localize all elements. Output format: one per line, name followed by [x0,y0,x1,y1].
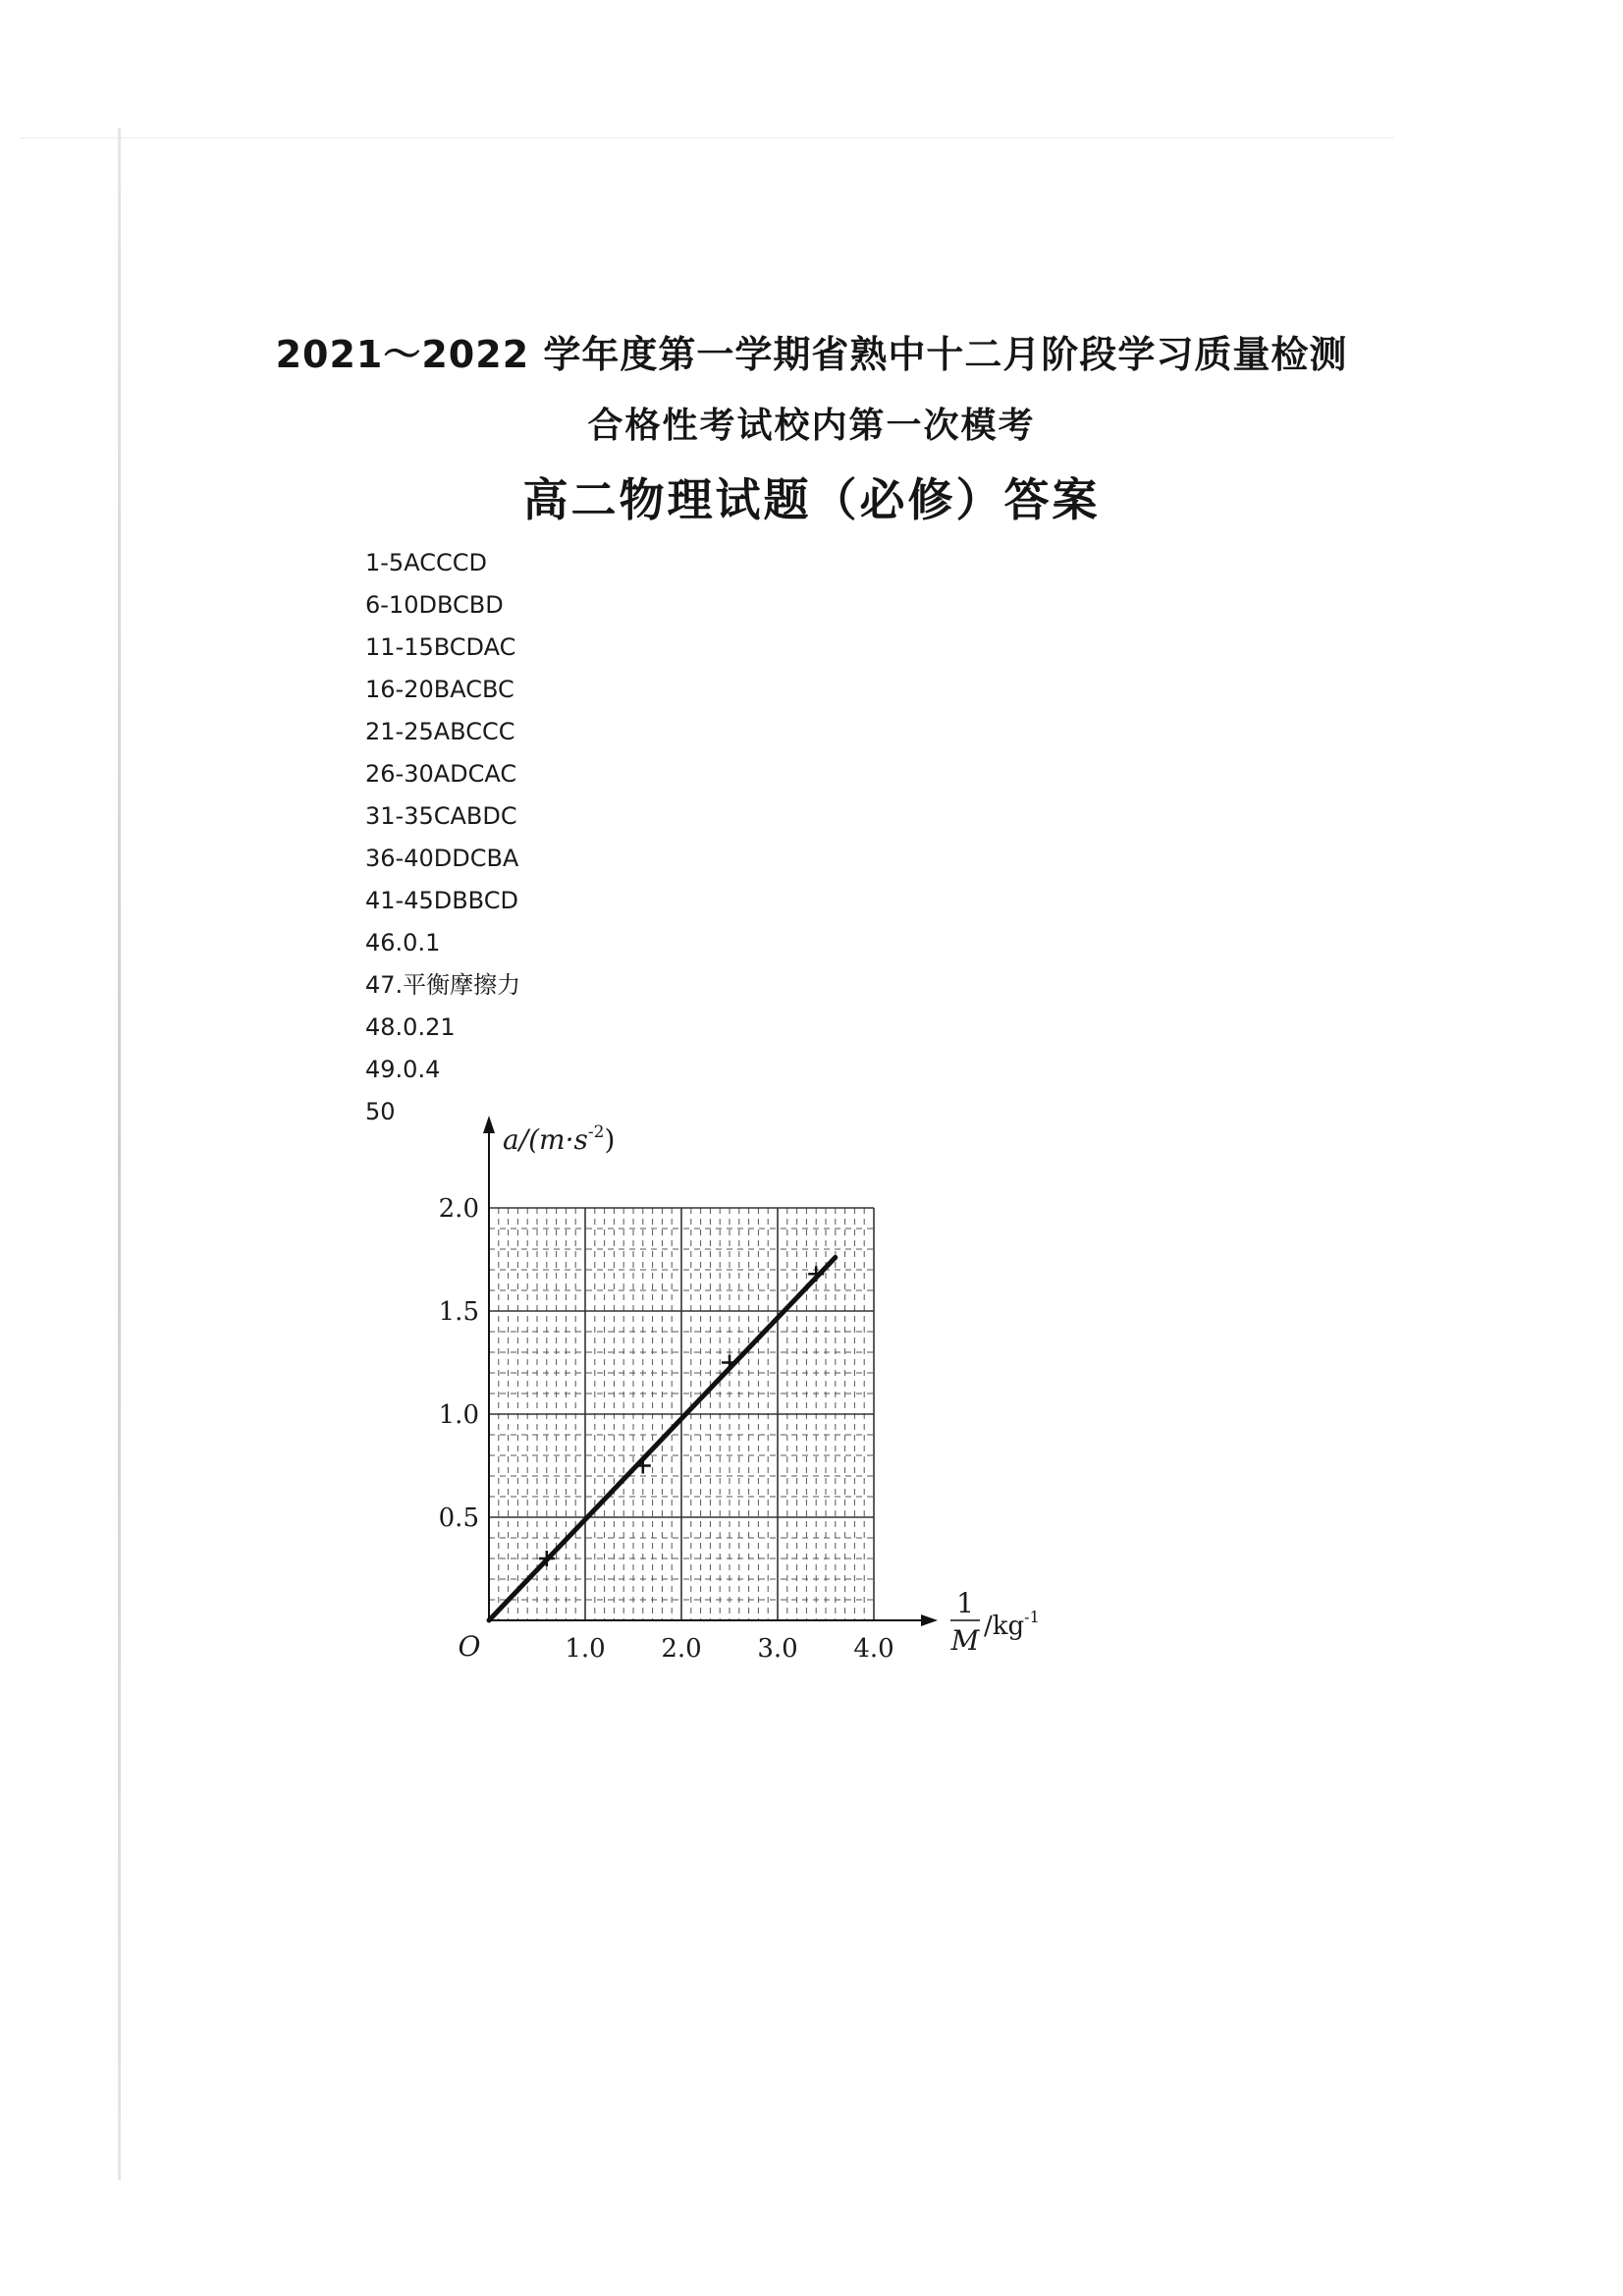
x-tick-label: 1.0 [565,1634,606,1664]
y-tick-label: 0.5 [438,1503,479,1533]
y-axis-label-base: a/(m·s [503,1123,588,1156]
answer-item: 46.0.1 [365,929,441,957]
y-tick-label: 1.0 [438,1400,479,1430]
answer-item: 6-10DBCBD [365,591,504,619]
y-axis-label-exponent: -2 [587,1122,605,1142]
y-tick-label: 1.5 [438,1297,479,1327]
answer-list [365,542,520,1133]
document-title-line-3: 高二物理试题（必修）答案 [522,473,1101,526]
x-tick-label: 4.0 [853,1634,894,1664]
answer-item: 21-25ABCCC [365,718,515,745]
answer-item: 41-45DBBCD [365,887,518,914]
answer-item: 49.0.4 [365,1056,441,1083]
answer-item: 36-40DDCBA [365,845,519,872]
x-axis-label-exponent: -1 [1024,1608,1040,1626]
document-title-line-2: 合格性考试校内第一次模考 [587,406,1036,446]
x-axis-label-unit [984,1608,1040,1641]
data-point [635,1458,651,1474]
acceleration-vs-inverse-mass-chart [412,1110,1060,1703]
answer-item: 48.0.21 [365,1013,456,1041]
y-axis-label-close: ) [604,1123,616,1156]
x-tick-label: 3.0 [757,1634,798,1664]
answer-item: 16-20BACBC [365,676,514,703]
x-tick-label: 2.0 [661,1634,702,1664]
origin-label: O [458,1630,481,1663]
y-axis-arrow [483,1116,495,1133]
answer-item: 31-35CABDC [365,802,517,830]
x-axis-arrow [921,1614,938,1626]
y-tick-label: 2.0 [438,1194,479,1224]
answer-item: 26-30ADCAC [365,760,517,788]
document-title-line-1: 2021～2022 学年度第一学期省熟中十二月阶段学习质量检测 [275,333,1348,376]
x-axis-label-denominator: M [950,1624,980,1657]
answer-item: 1-5ACCCD [365,549,487,576]
data-point [722,1355,737,1371]
chart-svg [412,1110,1060,1699]
y-axis-label [503,1122,615,1156]
answer-item: 50 [365,1098,396,1125]
scan-top-edge [20,137,1394,138]
x-axis-label-numerator: 1 [956,1587,974,1619]
answer-item: 11-15BCDAC [365,633,516,661]
answer-item: 47.平衡摩擦力 [365,971,521,999]
x-axis-label-unit-base: /kg [984,1612,1025,1641]
